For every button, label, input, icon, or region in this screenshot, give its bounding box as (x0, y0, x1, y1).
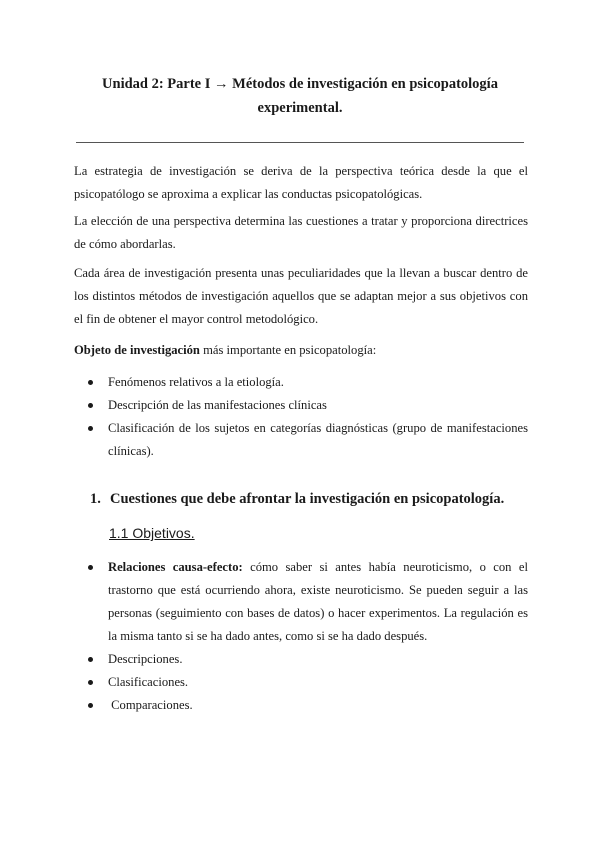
horizontal-rule (76, 142, 524, 143)
list-item (74, 694, 528, 717)
list-item (74, 648, 528, 671)
list-item-text: Clasificaciones. (108, 675, 189, 689)
intro-paragraph-1: La estrategia de investigación se deriva de la perspectiva teórica desde la que el psicopatólogo se aproxima a explicar las conductas psicopatológicas. (74, 164, 528, 201)
section-number: 1. (90, 491, 101, 507)
list-item (74, 371, 528, 394)
objeto-list (74, 371, 528, 463)
objetivos-list (74, 556, 528, 717)
subsection-heading: 1.1 Objetivos. (109, 525, 195, 541)
document-title: Unidad 2: Parte I → Métodos de investigación en psicopatología experimental. (102, 76, 498, 116)
section-title: Cuestiones que debe afrontar la investigación en psicopatología. (110, 491, 505, 507)
bullet-icon (88, 703, 93, 708)
list-item (74, 556, 528, 648)
list-item-text: Clasificación de los sujetos en categorías diagnósticas (grupo de manifestaciones clínicas). (108, 421, 528, 458)
list-item (74, 671, 528, 694)
objetivo-label: Relaciones causa-efecto: (108, 560, 243, 574)
list-item (74, 417, 528, 463)
section-heading (90, 488, 540, 510)
objetivo-text: cómo saber si antes había neuroticismo, o con el trastorno que está ocurriendo ahora, existe neuroticismo. Se pueden seguir a las personas (seguimiento con bases de datos) o hacer experimentos. La regulación es la misma tanto si se ha dado antes, como si se ha dado después. (108, 560, 528, 643)
intro-paragraph-3: Cada área de investigación presenta unas peculiaridades que la llevan a buscar dentro de los distintos métodos de investigación aquellos que se adaptan mejor a sus objetivos con el fin de obtener el mayor control metodológico. (74, 266, 528, 326)
bullet-icon (88, 565, 93, 570)
bullet-icon (88, 403, 93, 408)
intro-paragraph-2: La elección de una perspectiva determina las cuestiones a tratar y proporciona directrices de cómo abordarlas. (74, 214, 528, 251)
list-item-text: Descripción de las manifestaciones clínicas (108, 398, 327, 412)
objeto-text: más importante en psicopatología: (199, 343, 377, 357)
objeto-label: Objeto de investigación (74, 343, 200, 357)
bullet-icon (88, 680, 93, 685)
list-item-text: Descripciones. (108, 652, 183, 666)
list-item-text: Fenómenos relativos a la etiología. (108, 375, 284, 389)
bullet-icon (88, 380, 93, 385)
list-item (74, 394, 528, 417)
bullet-icon (88, 657, 93, 662)
bullet-icon (88, 426, 93, 431)
objeto-paragraph (74, 339, 528, 362)
list-item-text: Comparaciones. (108, 698, 193, 712)
